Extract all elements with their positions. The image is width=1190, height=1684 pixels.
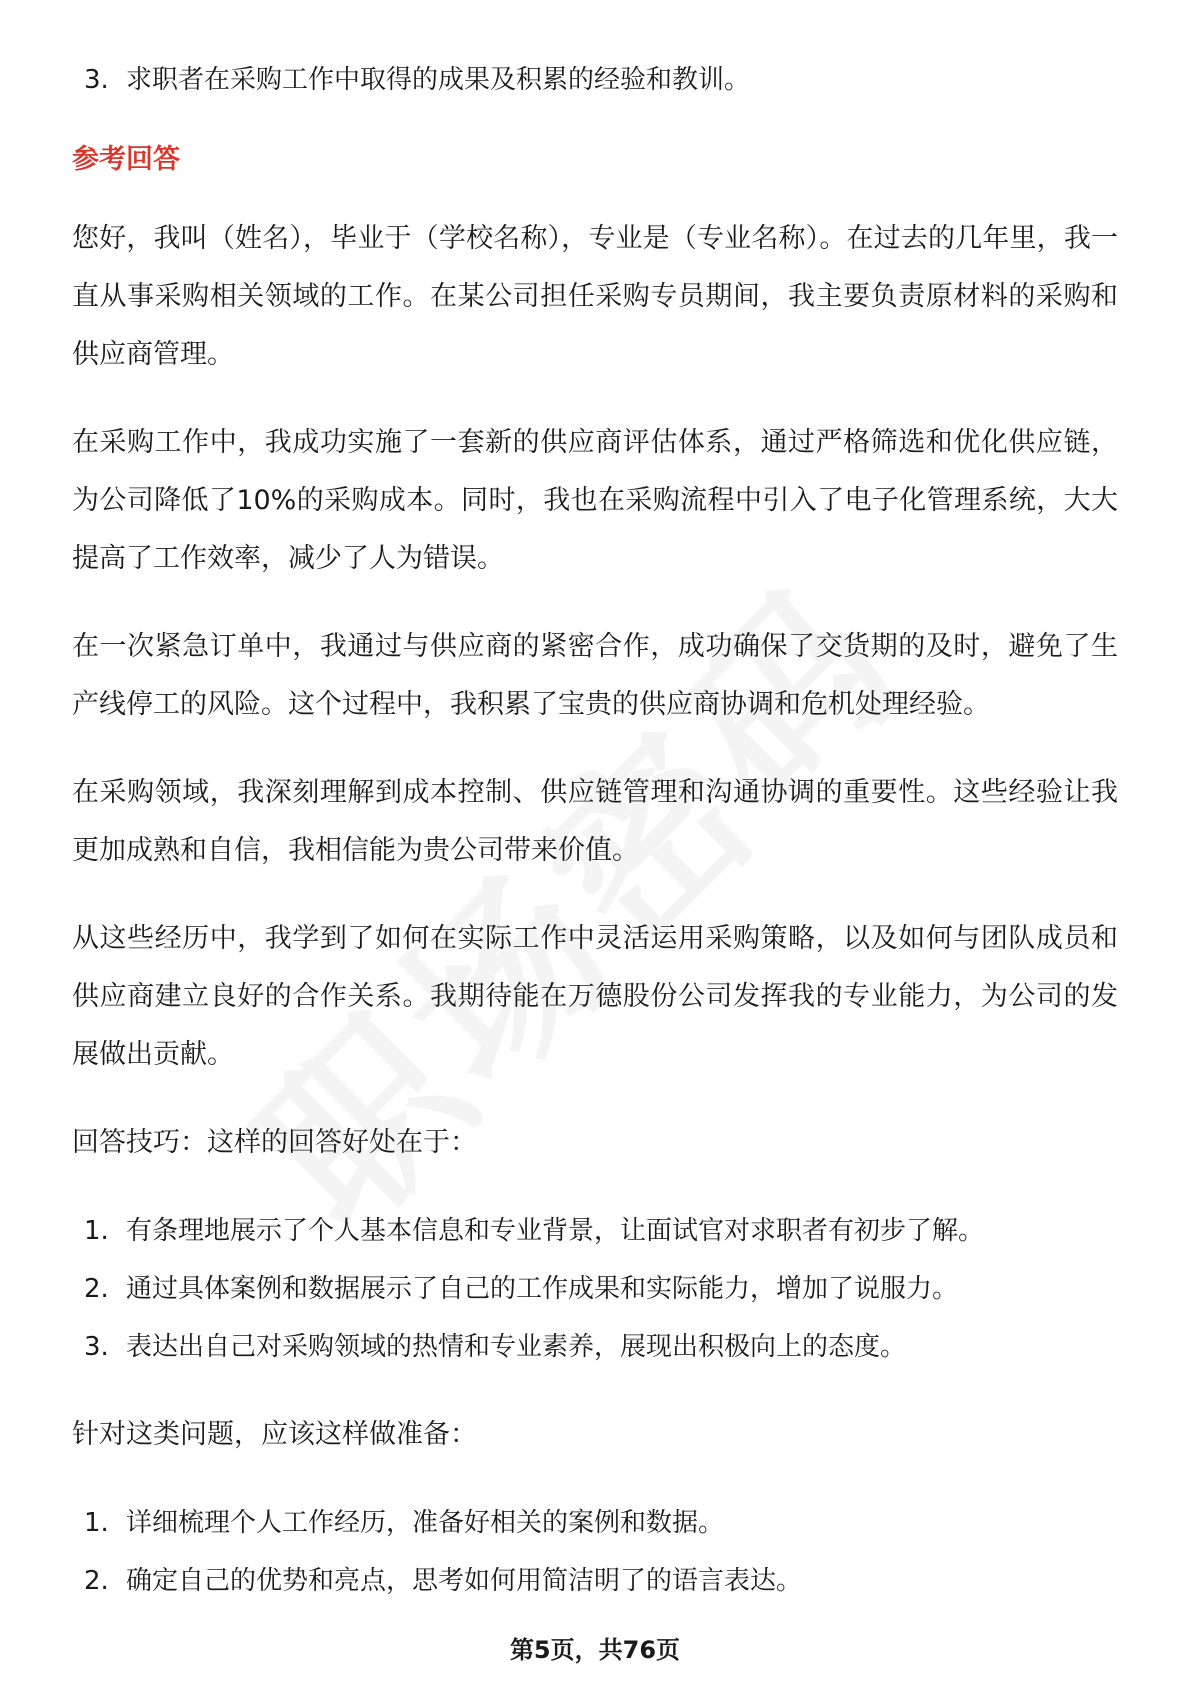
list-item (84, 60, 1118, 100)
paragraph: 在一次紧急订单中，我通过与供应商的紧密合作，成功确保了交货期的及时，避免了生产线停工的风险。这个过程中，我积累了宝贵的供应商协调和危机处理经验。 (72, 631, 1118, 720)
paragraph: 从这些经历中，我学到了如何在实际工作中灵活运用采购策略，以及如何与团队成员和供应商建立良好的合作关系。我期待能在万德股份公司发挥我的专业能力，为公司的发展做出贡献。 (72, 923, 1118, 1070)
tips-intro: 回答技巧：这样的回答好处在于： (72, 1127, 477, 1158)
paragraph: 在采购领域，我深刻理解到成本控制、供应链管理和沟通协调的重要性。这些经验让我更加成熟和自信，我相信能为贵公司带来价值。 (72, 777, 1118, 866)
list-item (84, 1494, 1118, 1552)
list-text: 详细梳理个人工作经历，准备好相关的案例和数据。 (126, 1508, 725, 1538)
list-number: 2. (84, 1566, 109, 1596)
prep-list (72, 1494, 1118, 1610)
list-number: 2. (84, 1274, 109, 1304)
prep-intro: 针对这类问题，应该这样做准备： (72, 1419, 477, 1450)
list-item (84, 1318, 1118, 1376)
tips-list (72, 1202, 1118, 1376)
list-item (84, 1260, 1118, 1318)
list-text: 求职者在采购工作中取得的成果及积累的经验和教训。 (126, 65, 751, 95)
list-text: 确定自己的优势和亮点，思考如何用简洁明了的语言表达。 (126, 1566, 803, 1596)
list-number: 1. (84, 1508, 109, 1538)
answer-heading: 参考回答 (72, 144, 180, 175)
list-item (84, 1552, 1118, 1610)
paragraph: 您好，我叫（姓名），毕业于（学校名称），专业是（专业名称）。在过去的几年里，我一直从事采购相关领域的工作。在某公司担任采购专员期间，我主要负责原材料的采购和供应商管理。 (72, 223, 1118, 370)
list-text: 表达出自己对采购领域的热情和专业素养，展现出积极向上的态度。 (126, 1332, 907, 1362)
list-text: 有条理地展示了个人基本信息和专业背景，让面试官对求职者有初步了解。 (126, 1216, 985, 1246)
list-number: 3. (84, 1332, 109, 1362)
page-footer: 第5页，共76页 (509, 1636, 681, 1664)
list-text: 通过具体案例和数据展示了自己的工作成果和实际能力，增加了说服力。 (126, 1274, 959, 1304)
list-number: 1. (84, 1216, 109, 1246)
list-item (84, 1202, 1118, 1260)
paragraph: 在采购工作中，我成功实施了一套新的供应商评估体系，通过严格筛选和优化供应链，为公司降低了10%的采购成本。同时，我也在采购流程中引入了电子化管理系统，大大提高了工作效率，减少了人为错误。 (72, 427, 1118, 574)
intro-list (72, 60, 1118, 100)
answer-body (72, 210, 1118, 1172)
page-content (72, 60, 1118, 1610)
list-number: 3. (84, 65, 109, 95)
